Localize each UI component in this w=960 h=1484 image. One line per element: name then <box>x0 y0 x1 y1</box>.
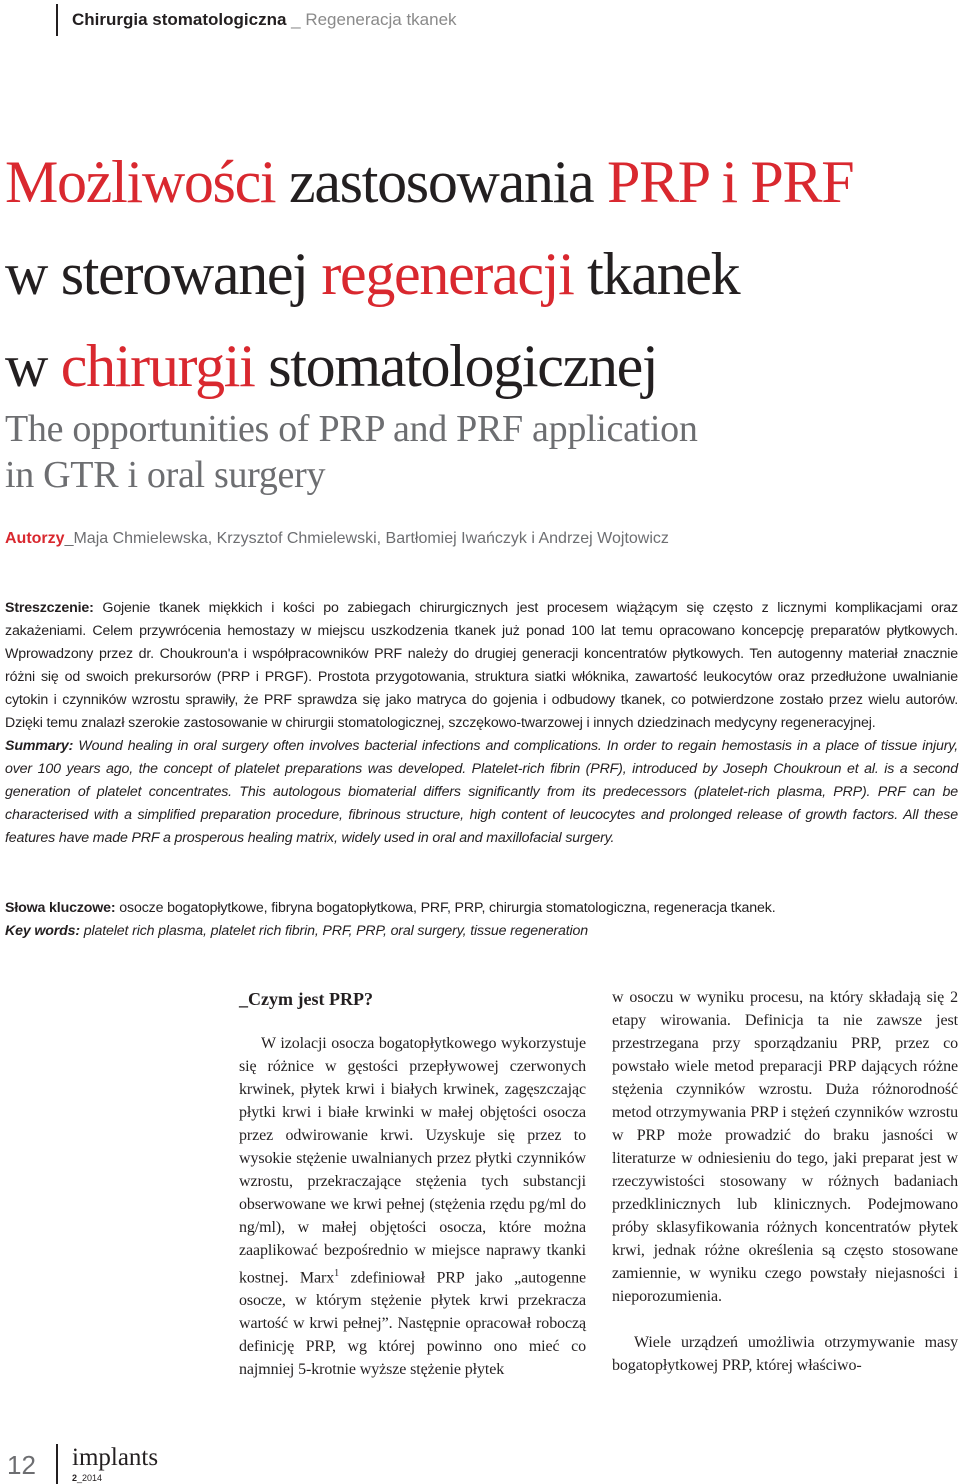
abstract-en-text: Wound healing in oral surgery often involves bacterial infections and complications. In order to regain hemostasis in a place of tissue injury, over 100 years ago, the concept of platelet preparations was developed. Platelet-rich fibrin (PRF), introduced by Joseph Choukroun et al. is a second generation of platelet concentrates. This autologous biomaterial differs significantly from its predecessors (platelet-rich plasma, PRP). PRF can be characterised with a simplified preparation procedure, fibrinous structure, high content of leucocytes and prolonged release of growth factors. All these features have made PRF a prosperous healing matrix, widely used in oral and maxillofacial surgery. <box>5 738 958 846</box>
article-title <box>5 136 853 412</box>
title-2b: regeneracji <box>321 241 574 307</box>
title-3a: w <box>5 333 61 399</box>
title-line-3 <box>5 333 657 399</box>
title-line-1 <box>5 149 853 215</box>
body-column-1 <box>239 1032 586 1381</box>
abstract-pl <box>5 597 958 735</box>
abstract-en <box>5 735 958 850</box>
keywords-pl <box>5 897 958 920</box>
keywords-en <box>5 920 958 943</box>
abstract-pl-label: Streszczenie: <box>5 600 94 616</box>
keywords-en-text: platelet rich plasma, platelet rich fibrin, PRF, PRP, oral surgery, tissue regeneration <box>79 923 589 939</box>
body-column-2 <box>612 986 958 1377</box>
abstract-en-label: Summary: <box>5 738 74 754</box>
body-paragraph: Wiele urządzeń umożliwia otrzymywanie masy bogatopłytkowej PRP, której właściwo- <box>612 1334 958 1374</box>
body-paragraph: w osoczu w wyniku procesu, na który składają się 2 etapy wirowania. Definicja ta nie zawsze jest przestrzegana przy sporządzaniu PRP, przez co powstało wiele metod preparacji PRP dających różne stężenia czynników wzrostu. Duża różnorodność metod otrzymywania PRP i stężeń czynników wzrostu w PRP może prowadzić do braku jasności w literaturze w odniesieniu do tego, jaki preparat jest w rzeczywistości stosowany w różnych badaniach przedklinicznych lub klinicznych. Podejmowano próby sklasyfikowania różnych koncentratów płytek krwi, jednak różne określenia są często stosowane zamiennie, w wyniku czego powstały niejasności i nieporozumienia. <box>612 989 958 1305</box>
abstract <box>5 597 958 850</box>
issue-number: 2 <box>72 1473 78 1483</box>
abstract-pl-text: Gojenie tkanek miękkich i kości po zabiegach chirurgicznych jest procesem wiążącym się często z licznymi komplikacjami oraz zakażeniami. Celem przywrócenia hemostazy w miejscu uszkodzenia tkanek już ponad 100 lat temu opracowano koncepcję preparatów płytkowych. Wprowadzony przez dr. Choukroun'a i współpracowników PRF należy do drugiej generacji koncentratów płytkowych. Ten autogenny materiał znacznie różni się od swoich prekursorów (PRP i PRGF). Prostota przygotowania, struktura siatki włóknika, zawartość leukocytów oraz przedłużone uwalnianie cytokin i czynników wzrostu sprawiły, że PRF sprawdza się jako matryca do gojenia i odbudowy tkanek, co potwierdzone zostało przez wielu autorów. Dzięki temu znalazł szerokie zastosowanie w chirurgii stomatologicznej, szczękowo-twarzowej i innych dziedzinach medycyny regeneracyjnej. <box>5 600 958 731</box>
english-title-line-1: The opportunities of PRP and PRF application <box>5 408 698 450</box>
body-paragraph <box>239 1032 586 1381</box>
header-subsection: _ Regeneracja tkanek <box>286 10 457 29</box>
header-rule <box>56 4 58 36</box>
title-1a: Możliwości <box>5 149 276 215</box>
title-3b: chirurgii <box>60 333 255 399</box>
journal-name: implants <box>72 1444 159 1471</box>
col1-text-a: W izolacji osocza bogatopłytkowego wykorzystuje się różnice w gęstości przepływowej czerwonych krwinek, płytek krwi i białych krwinek, zagęszczając płytki krwi i białe krwinki w małej objętości osocza przez odwirowanie krwi. Uzyskuje się przez to wysokie stężenie uwalnianych przez płytki czynników wzrostu, przekraczające stężenia tych substancji obserwowane we krwi pełnej (stężenia rzędu pg/ml do ng/ml), w małej objętości osocza, które można zaaplikować bezpośrednio w miejsce naprawy tkanki kostnej. Marx <box>239 1035 586 1287</box>
title-1b: zastosowania <box>275 149 608 215</box>
journal-issue <box>72 1473 102 1483</box>
reference-marker: 1 <box>334 1268 340 1279</box>
english-title-line-2: in GTR i oral surgery <box>5 454 326 496</box>
authors-label: Autorzy <box>5 530 65 547</box>
authors <box>5 528 669 550</box>
keywords <box>5 897 958 943</box>
header-section: Chirurgia stomatologiczna <box>72 10 287 29</box>
authors-names: _Maja Chmielewska, Krzysztof Chmielewski, Bartłomiej Iwańczyk i Andrzej Wojtowicz <box>64 530 669 547</box>
footer-rule <box>56 1444 58 1484</box>
section-heading: _Czym jest PRP? <box>239 989 373 1009</box>
title-2c: tkanek <box>573 241 740 307</box>
page-number: 12 <box>7 1450 36 1480</box>
keywords-en-label: Key words: <box>5 923 80 939</box>
english-title <box>5 406 698 498</box>
title-3c: stomatologicznej <box>254 333 658 399</box>
col1-text-b: zdefiniował PRP jako „autogenne osocze, w którym stężenie płytek krwi przekracza wartość w krwi pełnej”. Następnie opracował roboczą definicję PRP, wg której powinno ono mieć co najmniej 5-krotnie wyższe stężenie płytek <box>239 1269 587 1379</box>
keywords-pl-label: Słowa kluczowe: <box>5 900 116 916</box>
title-1c: PRP i PRF <box>607 149 854 215</box>
title-line-2 <box>5 241 739 307</box>
issue-year: _2014 <box>77 1473 103 1483</box>
title-2a: w sterowanej <box>5 241 322 307</box>
keywords-pl-text: osocze bogatopłytkowe, fibryna bogatopłytkowa, PRF, PRP, chirurgia stomatologiczna, regeneracja tkanek. <box>115 900 776 916</box>
running-header <box>72 8 457 32</box>
